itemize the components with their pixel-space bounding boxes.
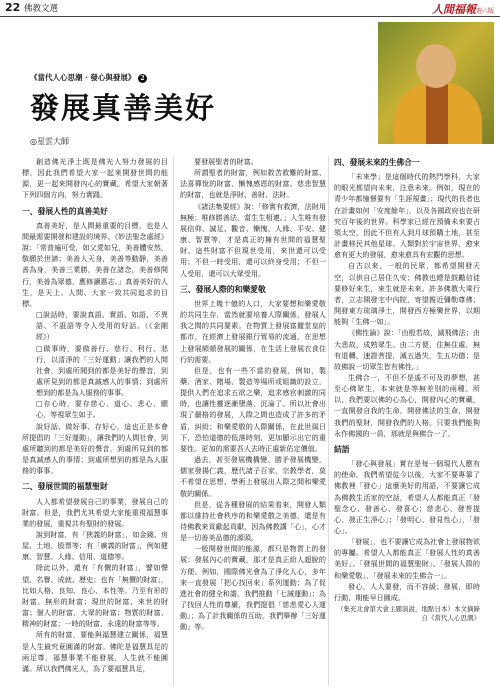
photo-head (416, 44, 456, 88)
photo-inner-robe (426, 84, 448, 144)
paragraph: 人人都希望發展自己的事業，發展自己的財富。但是，我們尤其希望大家能重視福慧事業的發展，重視共有聖財的發展。 (22, 496, 168, 528)
source-note: （集充北會第大會主題演說，地點日本）本文摘錄自《當代人心思潮》 (337, 605, 480, 623)
paragraph: 除此以外，還有「有價的財富」，譬如聲望、名譽、成就、歷史；也有「無價的財富」，比如人格、良知、良心、本性等。乃至有形的財富、無形的財富；現世的財富、來世的財富；個人的財富、大眾的財富；物質的財富、精神的財富；一時的財富、永遠的財富等等。 (22, 563, 168, 629)
paragraph: 真善美好，是人間最重要的目標，也是人間最需要開發和建設的境界。《妙法聖念處經》說：「常普遍可受，如父愛如兄，美善體安然，敬願於世諦；美善人天身，美善等動靜，美善善為身，美善三業勝，美善在諸念，美善修開行，美善為眾德，應修讀惠志。」真善美好的人生，是天上、人間、大家一致共同追求的目標。 (22, 220, 168, 308)
masthead-sub: 週六版 (475, 8, 494, 15)
section-heading: 二、發展世間的福慧聖財 (22, 482, 108, 492)
section-heading: 三、發展人際的和樂愛敬 (180, 284, 266, 294)
paragraph: 說到財富，有「狹義的財富」，如金錢、房屋、土地、股票等；有「廣義的財富」，例如健康、智慧、人緣、信用、道德等。 (22, 530, 168, 562)
paragraph: 要發展聖者的財富。 (194, 157, 258, 166)
paragraph: 「發心與發展」實在是每一個現代人應有的使命。我們希望從今以後，大家不要專靠了佛教裡「發心」這麼美好的用語，不要讓它成為佛教生活家的空話，希望人人都能真正「發聖念心、發善心、發喜心；慈悲心、發菩提心、發正生淨心」；「發明心、發見性心」，「發心」。 (334, 459, 480, 535)
series-text: 《當代人心思潮 · 發心與發展》 (30, 73, 136, 82)
monk-photo (378, 22, 494, 144)
paragraph: 自古以來，一般的民眾，都希望開發天空，以供自己居住久安；佛教也總是鼓勵信徒要修好來生，來生就是未來。許多佛教大乘行者，立志開發宅中內院，寄望親近彌勒尊佛；開發東方琉璃淨土，開發西方極樂世界，以期能夠「生佛一如」。 (334, 261, 480, 327)
section-heading: 結語 (334, 444, 350, 454)
paragraph: 一般開發世間的能源，都只是物質上的發展；發展內心的寶藏，那才是真正紛人超脫的方便。例如，國際佛光會為了淨化人心，多年來一直發展「把心找回來」系列運動；為了促進社會的健全和諧，我們推動「七誡運動」；為了找回人性的尊嚴，我們提倡「慈悲愛心人運動」；為了計我關係的互助，我們舉辦「三好運動」等。 (180, 544, 326, 632)
paragraph: 說好話、做好事、存好心，這也正是本會所提倡的「三好運動」，讓我們的人間社會，到處所聽到的都是美好的聲音，到處所見到的都是真誠感人的事情；到處所想到的都是為人服務的事事。 (22, 421, 168, 476)
paragraph: 但是，從各種發展的結果看來，開發人類都以維持社會秩序的和樂愛敬之美德，還是有待佛教來貢獻起貢獻，因為佛教講「心」，心才是一切善美品德的源頭。 (180, 499, 326, 543)
paragraph: 世界上幾十億的人口，大家要想和樂愛敬的共同生存，當然就要培養人際關係，發展人我之間的共同要素。在物質上發展富麗堂皇的都市，在經濟上發展銀行貿易的流通，在思想上發展頗頓發展的關係，在生活上發展衣食住行的需要。 (180, 298, 326, 364)
article-title: 發展真善美好 (30, 91, 217, 125)
paragraph: 生佛合一，不但不是遙不可及的夢想，甚至心佛眾生，本來就是等無差別的兩種。所以，我們要以佛的心為心，開發內心的寶藏，一直開發自我的生命，開發佛法的生命，開發我們的聖財，開發我們的人格。只要我們能夠永作佛國的一員，那就是與佛合一了。 (334, 372, 480, 438)
paragraph: 發心，人人要發，而不容緩；發展，即時行動，期能早日圓成。 (334, 581, 480, 602)
author-byline: ◎星雲大師 (30, 137, 69, 146)
text-column-2 (180, 156, 326, 633)
section-heading: 一、發展人性的真善美好 (22, 206, 108, 216)
column-divider (173, 156, 174, 686)
column-divider (328, 156, 329, 686)
masthead (432, 1, 494, 17)
section-heading: 四、發展未來的生佛合一 (334, 158, 420, 167)
list-item: □存心時，要存慈心、道心、悲心、願心，等視眾生如子。 (36, 399, 168, 420)
section-name: 佛教文選 (24, 4, 59, 14)
paragraph: 過去，甚至發展機構變、勝矛發展機變，儒家發揚仁義，歷代諸子百家，宗教學者，莫不希望在思想、學術上發展出人際之間和樂愛敬的關係。 (180, 455, 326, 498)
text-column-1 (22, 156, 168, 674)
paragraph: 創造佛光淨土既是佛光人努力發展的目標，因此我們希望大家一起來開發世間的能源，更一起來開發內心的寶藏。希望大家朝著下列四個方向，努力實踐。 (22, 157, 168, 200)
paragraph: 「發展」，也不要讓它成為社會上發展物欲的專屬。希望人人都能真正「發展人性的真善美好」、「發展世間的福慧聖財」、「發展人際的和樂愛敬」、「發展未來的生佛合一」。 (334, 537, 480, 580)
series-title (30, 72, 147, 83)
paragraph: 所有的財富，要能與福慧建立關係，福慧是人生最究竟圓滿的財富。佛陀是福慧具足的兩足尊，福慧事業不能發展，人生就不能圓滿。所以我們佛光人，為了要福慧具足， (22, 630, 168, 673)
masthead-title: 人間福報 (431, 3, 476, 16)
page-header (0, 0, 500, 17)
paragraph: 但是，也有一些不當的發展，例如，製藥、酒家、賭場、製造等場所或組織的設立，提供人們在追求五欲之樂，追求感官刺激的同時，也讓性靈逐漸墮落、沉淪了。所以社會出現了嚴格的發展，人際之間也造成了許多的矛盾，糾紛；和樂愛敬的人際關係，在此世風日下，恐怕道德的低落時刻，更加顯示出它的重要性。更加的需要吾人去時正處新佑定價值。 (180, 365, 326, 453)
series-number: 2 (138, 74, 147, 83)
list-item: □做事時，要做善行、慈行、利行、悲行，以清淨的「三好運動」讓我們的人間社會，到處所聞到的都是美好的聲音，到處所見到的都是真誠感人的事情；到處所想到的都是為人服務的事事。 (36, 343, 168, 398)
page-number: 22 (5, 1, 21, 14)
text-column-3 (334, 152, 480, 623)
paragraph: 所謂聖者的財富，例如救苦救難的財富、法喜禪悅的財富、慚愧感恩的財富、慈悲智慧的財富，也就是淨財、善財、法財。 (180, 168, 326, 200)
paragraph: 《諸法集要經》說：「修實有救濟，法財用無極；唯修勝善法，當生生相連。」人生唯有發展信仰、誠足、觀音、慚愧、人緣、平安、健康、智慧等，才是真正的擁有世間的福慧聖財。這些財富不但現世受用，來世還可以受用；不但一時受用，還可以終身受用；不但一人受用，還可以大眾受用。 (180, 201, 326, 278)
paragraph: 《佛性論》說：「由般若故，滅飛佛法；由大悲故，成熟眾生。由二方便，住無住處，無有退轉，速證菩提，滅五過失，生五功德；是故佛說一切眾生皆有佛性。」 (334, 328, 480, 371)
paragraph: 「未來學」是這個時代的熱門學科，大家的眼光都望向未來，注意未來。例如，現在的青少年都憧憬要有「生涯規畫」；現代的長者也在計畫如何「安度餘年」，以及各國政府也在研究百年後的世界。科學家已經在預備未來要占領太空，因此不但有人到月球預購土地，甚至計畫移民其他星球。人類對於宇宙世界，愈來愈有更大的發展，愈來愈具有宏觀的思想。 (334, 172, 480, 260)
list-item: □說話時，要說真語、實語、如語、不異語、不誑語等令人受用的好話。（《金剛經》） (36, 310, 168, 342)
